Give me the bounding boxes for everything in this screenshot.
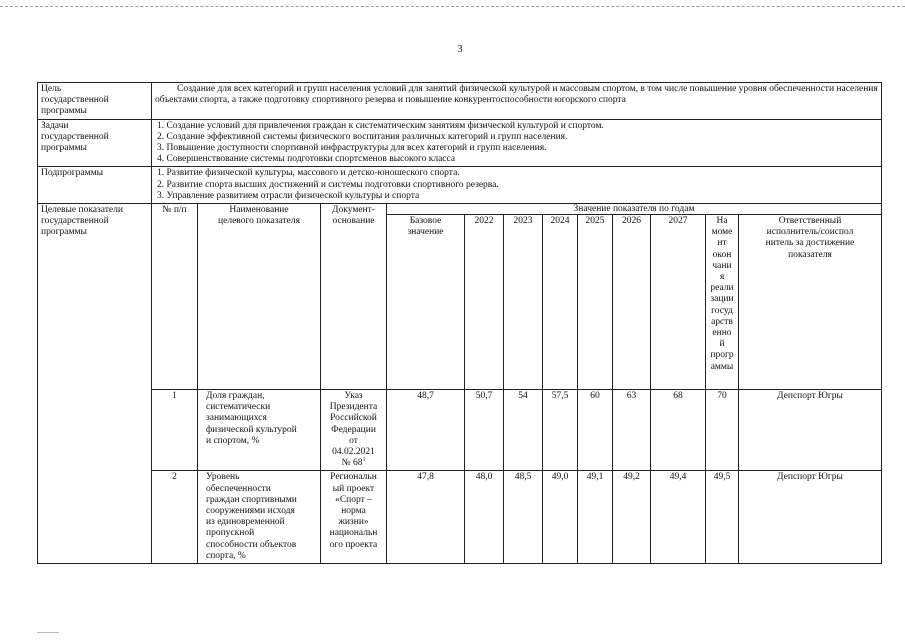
table-row (38, 471, 882, 564)
year-value: 49,1 (578, 471, 613, 564)
table-row (38, 390, 882, 471)
end-value: 49,5 (706, 471, 739, 564)
executor: Депспорт Югры (739, 390, 882, 471)
header-indicator-name: Наименование целевого показателя (198, 204, 321, 390)
task-item: 3. Повышение доступности спортивной инфраструктуры для всех категорий и групп населения. (157, 143, 547, 154)
subprogram-item: 1. Развитие физической культуры, массового и детско-юношеского спорта. (157, 168, 460, 179)
header-year: 2027 (651, 215, 706, 390)
row-number: 1 (152, 390, 198, 471)
header-year: 2023 (504, 215, 543, 390)
header-year: 2025 (578, 215, 613, 390)
header-end-of-program: На моме нт окон чани я реали зации госуд арств енно й прогр аммы (706, 215, 739, 390)
goal-row (38, 83, 882, 120)
base-value: 47,8 (387, 471, 465, 564)
subprogram-item: 3. Управление развитием отрасли физической культуры и спорта (157, 190, 420, 201)
scan-top-edge-line (0, 6, 905, 7)
year-value: 49,4 (651, 471, 706, 564)
year-value: 48,0 (465, 471, 504, 564)
year-value: 60 (578, 390, 613, 471)
header-year: 2024 (543, 215, 578, 390)
tasks-label: Задачи государственной программы (38, 119, 152, 167)
tasks-row (38, 119, 882, 167)
subprogram-item: 2. Развитие спорта высших достижений и системы подготовки спортивного резерва. (157, 179, 499, 190)
header-year: 2026 (613, 215, 651, 390)
basis-document: Региональн ый проект «Спорт – норма жизни» национальн ого проекта (321, 471, 387, 564)
year-value: 49,0 (543, 471, 578, 564)
footnote-mark: 1 (362, 457, 366, 464)
header-number: № п/п (152, 204, 198, 390)
header-basis-document: Документ- основание (321, 204, 387, 390)
header-values-by-year: Значение показателя по годам (387, 204, 882, 215)
subprograms-row (38, 167, 882, 204)
row-number: 2 (152, 471, 198, 564)
year-value: 48,5 (504, 471, 543, 564)
indicators-label: Целевые показатели государственной программы (38, 204, 152, 564)
basis-document (321, 390, 387, 471)
header-base-value: Базовое значение (387, 215, 465, 390)
subprograms-list (152, 167, 882, 204)
goal-text: Создание для всех категорий и групп населения условий для занятий физической культурой и массовым спортом, в том числе повышение уровня обеспеченности населения объектами спорта, а также подготовку спортивного резерва и повышение конкурентоспособности югорского спорта (152, 83, 882, 120)
indicator-name: Уровень обеспеченности граждан спортивными сооружениями исходя из единовременной пропускной способности объектов спорта, % (198, 471, 321, 564)
year-value: 49,2 (613, 471, 651, 564)
scan-bottom-edge-mark (37, 632, 59, 633)
header-executor: Ответственный исполнитель/соиспол нитель за достижение показателя (739, 215, 882, 390)
program-passport-table (37, 82, 882, 564)
goal-label: Цель государственной программы (38, 83, 152, 120)
indicators-header-row (38, 204, 882, 215)
year-value: 50,7 (465, 390, 504, 471)
indicator-name: Доля граждан, систематически занимающихся физической культурой и спортом, % (198, 390, 321, 471)
task-item: 2. Создание эффективной системы физического воспитания различных категорий и групп населения. (157, 131, 568, 142)
task-item: 4. Совершенствование системы подготовки спортсменов высокого класса (157, 154, 456, 165)
page-number: 3 (457, 44, 463, 55)
year-value: 57,5 (543, 390, 578, 471)
year-value: 63 (613, 390, 651, 471)
task-item: 1. Создание условий для привлечения граждан к систематическим занятиям физической культурой и спортом. (157, 120, 604, 131)
base-value: 48,7 (387, 390, 465, 471)
end-value: 70 (706, 390, 739, 471)
year-value: 54 (504, 390, 543, 471)
header-year: 2022 (465, 215, 504, 390)
year-value: 68 (651, 390, 706, 471)
executor: Депспорт Югры (739, 471, 882, 564)
basis-document-text: Указ Президента Российской Федерации от 04.02.2021 № 68 (329, 391, 378, 469)
subprograms-label: Подпрограммы (38, 167, 152, 204)
tasks-list (152, 119, 882, 167)
